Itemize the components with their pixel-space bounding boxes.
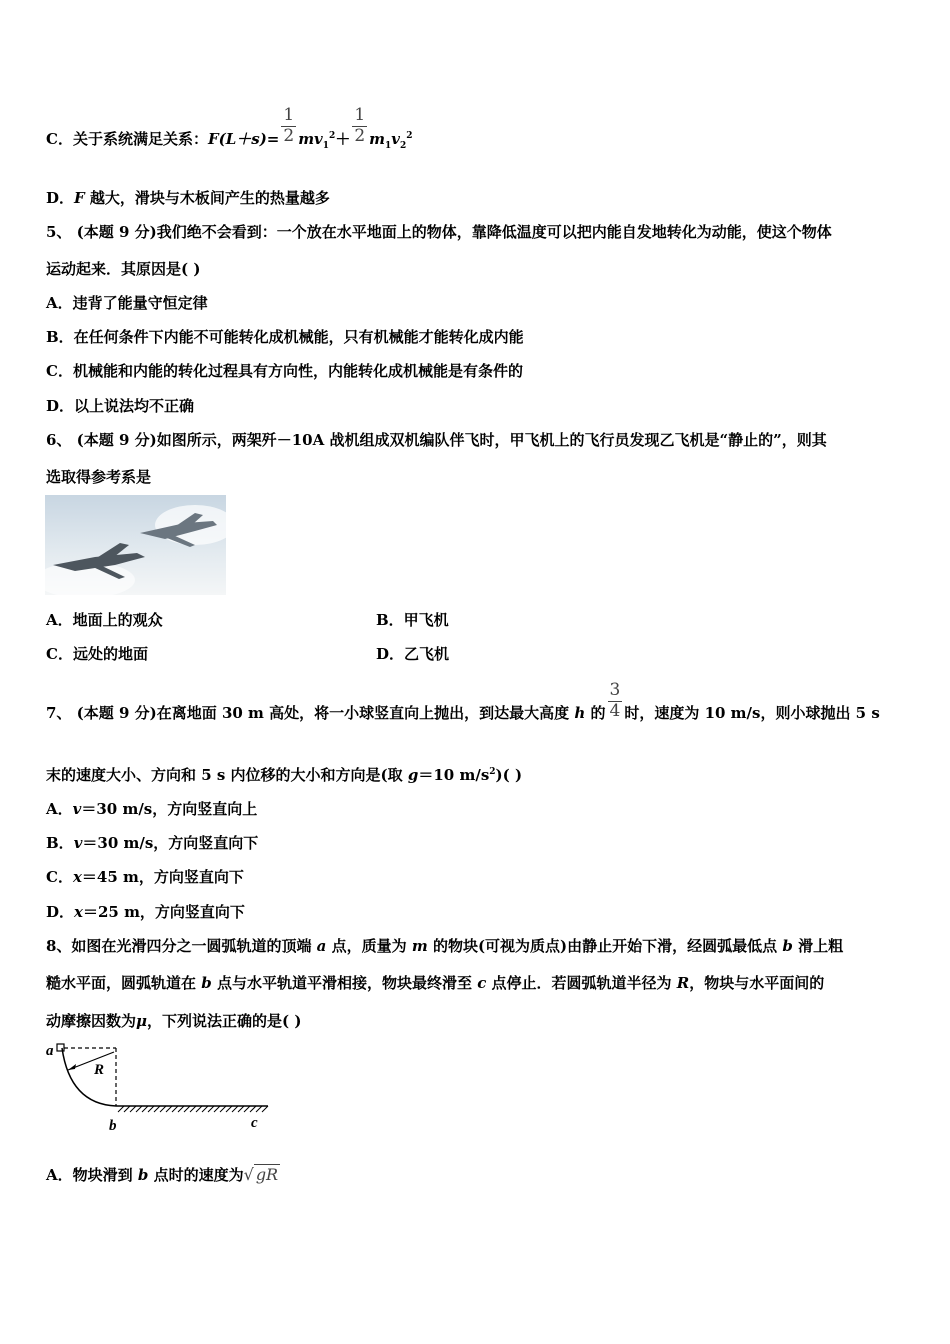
radius-label: R	[94, 1062, 105, 1078]
fraction-three-quarters: $\frac{3}{4}$	[609, 679, 621, 721]
q7-option-d: D．x＝25 m，方向竖直向下	[46, 903, 245, 921]
q5-option-d: D．以上说法均不正确	[46, 397, 195, 415]
q7-option-b: B．v＝30 m/s，方向竖直向下	[46, 834, 259, 852]
q7-option-c: C．x＝45 m，方向竖直向下	[46, 868, 244, 886]
q8-stem-line1: 8、如图在光滑四分之一圆弧轨道的顶端 a 点，质量为 m 的物块(可视为质点)由静止开始下滑，经圆弧最低点 b 滑上粗	[46, 937, 844, 955]
point-c-label: c	[251, 1115, 258, 1131]
q5-option-b: B．在任何条件下内能不可能转化成机械能，只有机械能才能转化成内能	[46, 328, 524, 346]
formula-term-2: m	[369, 130, 386, 148]
q6-option-c: C．远处的地面	[46, 645, 148, 663]
sqrt-gr: √ gR	[243, 1165, 279, 1184]
q6-option-d: D．乙飞机	[376, 645, 450, 663]
q5-stem-line2: 运动起来．其原因是( )	[46, 260, 201, 278]
q5-option-a: A．违背了能量守恒定律	[46, 294, 208, 312]
point-a-label: a	[46, 1043, 54, 1059]
q5-stem-line1: 5、 (本题 9 分)我们绝不会看到：一个放在水平地面上的物体，靠降低温度可以把内能自发地转化为动能，使这个物体	[46, 223, 832, 241]
q7-stem-line1: 7、 (本题 9 分)在离地面 30 m 高处，将一小球竖直向上抛出，到达最大高度 h 的 $\frac{3}{4}$ 时，速度为 10 m/s，则小球抛出 5 s	[46, 679, 880, 722]
formula-plus: ＋	[335, 130, 351, 148]
option-d-line: D．F 越大，滑块与木板间产生的热量越多	[46, 189, 330, 207]
formula-term-1: mv	[298, 130, 323, 148]
q6-option-a: A．地面上的观众	[46, 611, 163, 629]
option-c-line: C．关于系统满足关系：F(L＋s)= $\frac{1}{2}$ $mv_1^2+$ $\frac{1}{2}$ $m_1v_2^2$	[46, 104, 413, 151]
fighter-jets-image	[45, 495, 226, 595]
q7-stem-line2: 末的速度大小、方向和 5 s 内位移的大小和方向是(取 g＝10 $m/s^2$)( )	[46, 766, 523, 784]
q8-option-a: A．物块滑到 b 点时的速度为√ gR	[46, 1165, 279, 1184]
q7-option-a: A．v＝30 m/s，方向竖直向上	[46, 800, 258, 818]
option-c-label: C．关于系统满足关系：	[46, 130, 208, 148]
formula-lhs: F(L＋s)=	[207, 130, 280, 148]
q5-option-c: C．机械能和内能的转化过程具有方向性，内能转化成机械能是有条件的	[46, 362, 523, 380]
q8-stem-line3: 动摩擦因数为μ，下列说法正确的是( )	[46, 1012, 302, 1030]
q8-stem-line2: 糙水平面，圆弧轨道在 b 点与水平轨道平滑相接，物块最终滑至 c 点停止．若圆弧轨道半径为 R，物块与水平面间的	[46, 974, 825, 992]
arc-track-diagram	[44, 1038, 270, 1136]
fraction-half-2: $\frac{1}{2}$	[354, 104, 366, 146]
fraction-half-1: $\frac{1}{2}$	[283, 104, 295, 146]
q6-stem-line2: 选取得参考系是	[46, 468, 152, 486]
q6-option-b: B．甲飞机	[376, 611, 449, 629]
point-b-label: b	[109, 1118, 117, 1134]
q6-stem-line1: 6、 (本题 9 分)如图所示，两架歼－10A 战机组成双机编队伴飞时，甲飞机上的飞行员发现乙飞机是“静止的”，则其	[46, 431, 827, 449]
